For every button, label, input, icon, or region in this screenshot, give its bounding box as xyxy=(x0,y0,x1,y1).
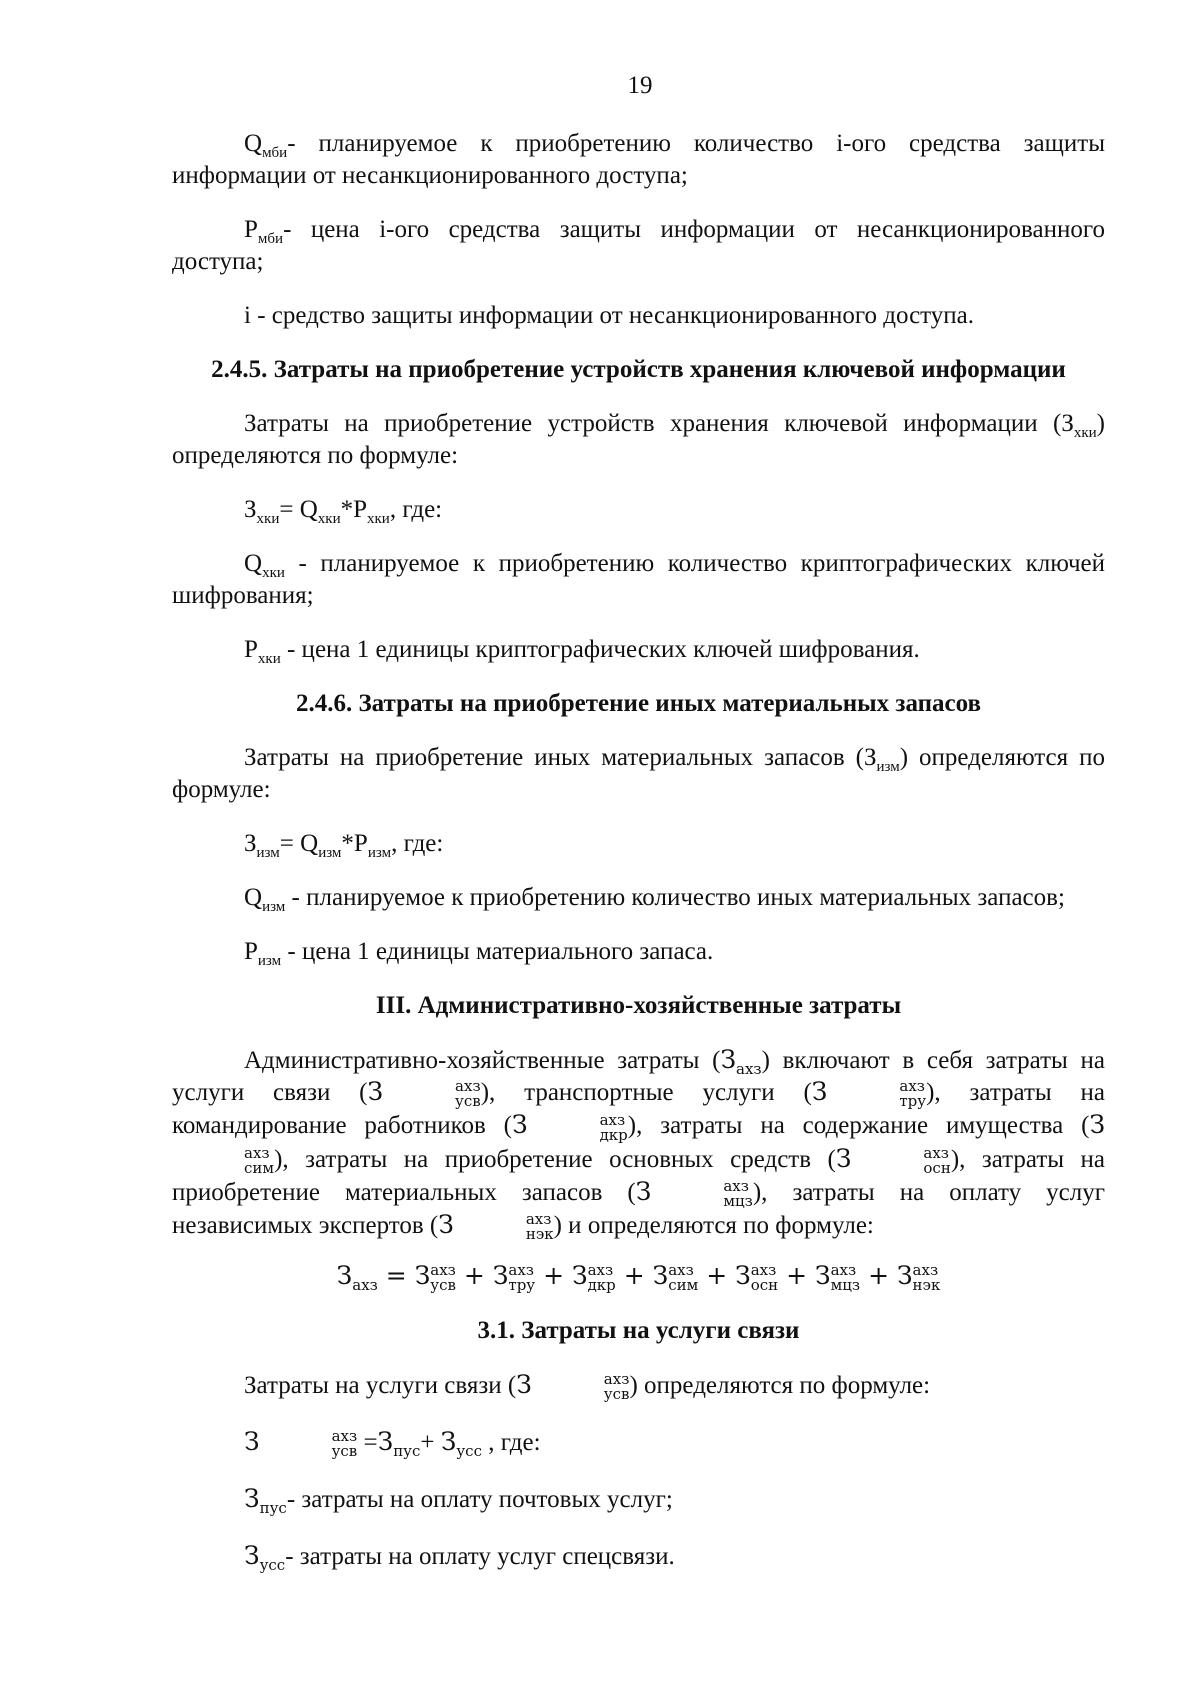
zusv-formula: З ахз усв $=З_{пус}+ З_{усс}$ , где: xyxy=(244,1427,541,1461)
page-number: 19 xyxy=(627,72,653,99)
zkki-intro: Затраты на приобретение устройств хранения ключевой информации $(З_{хки})$ определяются по формуле: xyxy=(172,410,1105,469)
zizm-formula: $З_{изм}= Q_{изм}*P_{изм}$, где: xyxy=(244,830,444,861)
document-body xyxy=(172,128,1105,1573)
ahz-formula: $З_{ахз} = З$ ахз усв + З ахз тру + З ахз дкр + З ахз сим + З ахз осн + З ахз мцз + З ахз нэк xyxy=(336,1260,941,1295)
zkki-formula: $З_{хки}= Q_{хки}*P_{хки}$, где: xyxy=(244,496,443,527)
i-definition: i - средство защиты информации от несанкционированного доступа. xyxy=(244,302,974,329)
section-heading-2-4-5: 2.4.5. Затраты на приобретение устройств хранения ключевой информации xyxy=(211,356,1066,383)
p-izm-definition: $P_{изм}$ - цена 1 единицы материального запаса. xyxy=(244,938,714,969)
p-mbi-definition: $P_{мби}-$ цена i-ого средства защиты информации от несанкционированного доступа; xyxy=(172,216,1105,275)
section-heading-3-1: 3.1. Затраты на услуги связи xyxy=(477,1316,800,1344)
zpus-definition: $З_{пус}-$ затраты на оплату почтовых услуг; xyxy=(244,1484,673,1518)
zusv-intro: Затраты на услуги связи (З ахз усв ) определяются по формуле: xyxy=(244,1369,931,1404)
p-kki-definition: $P_{хки}$ - цена 1 единицы криптографических ключей шифрования. xyxy=(244,636,920,667)
section-heading-2-4-6: 2.4.6. Затраты на приобретение иных материальных запасов xyxy=(295,690,982,717)
zuss-definition: $З_{усс}-$ затраты на оплату услуг спецсвязи. xyxy=(244,1541,675,1575)
q-kki-definition: $Q_{хки}$ - планируемое к приобретению количество криптографических ключей шифрования; xyxy=(172,550,1105,609)
q-izm-definition: $Q_{изм}$ - планируемое к приобретению количество иных материальных запасов; xyxy=(244,884,1065,915)
zizm-intro: Затраты на приобретение иных материальных запасов $(З_{изм})$ определяются по формуле: xyxy=(172,744,1105,803)
q-mbi-definition: $Q_{мби}-$ планируемое к приобретению количество i-ого средства защиты информации от несанкционированного доступа; xyxy=(172,130,1105,189)
section-heading-iii: III. Административно-хозяйственные затраты xyxy=(375,992,902,1019)
ahz-intro: Административно-хозяйственные затраты $(З_{ахз})$ включают в себя затраты на услуги связи (З ахз усв ), транспортные услуги (З ахз тру ), затраты на командирование работников (З ахз дкр ), затраты на содержание имущества (З ахз сим ), затраты на приобретение основных средств (З ахз осн ), затраты на приобретение материальных запасов (З ахз мцз ), затраты на оплату услуг независимых экспертов (З ахз нэк ) и определяются по формуле: xyxy=(172,1045,1106,1244)
